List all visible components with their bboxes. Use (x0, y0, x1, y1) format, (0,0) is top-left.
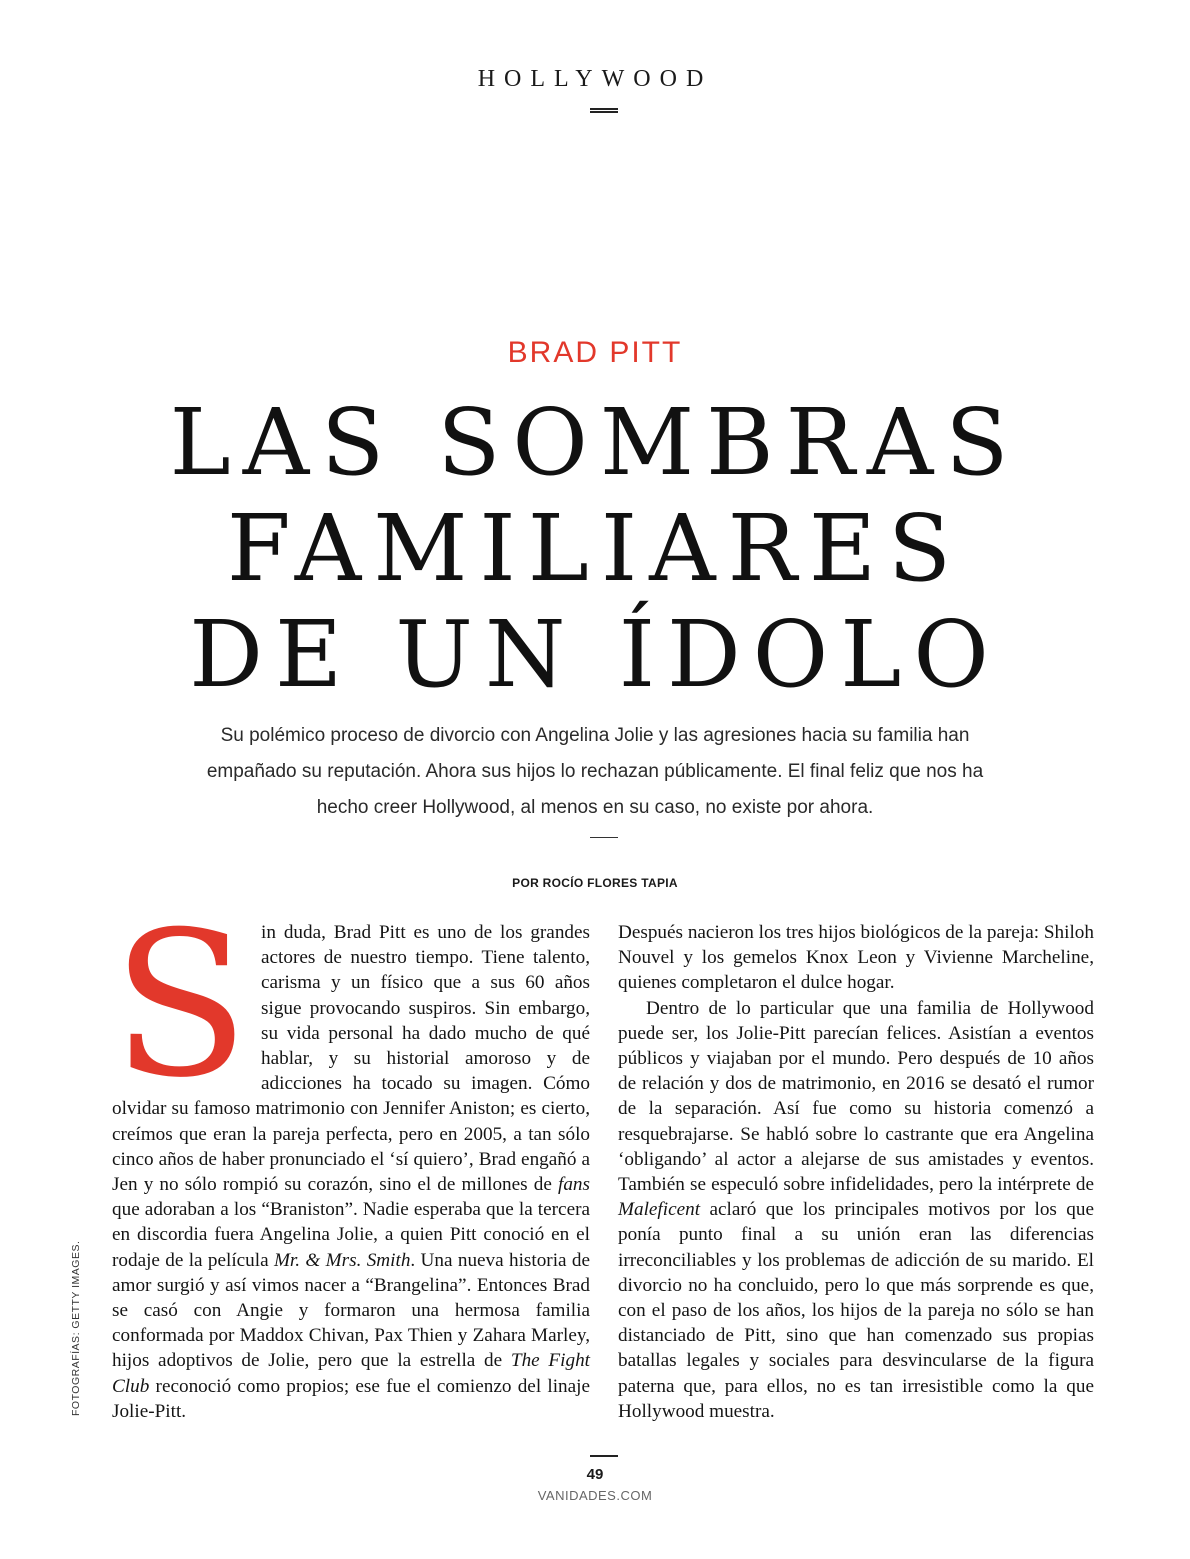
body-column-left (112, 889, 590, 1424)
body-paragraph: Después nacieron los tres hijos biológicos de la pareja: Shiloh Nouvel y los gemelos Knox Leon y Vivienne Marcheline, quienes completaron el dulce hogar. (618, 922, 1094, 994)
page-number: 49 (586, 1466, 604, 1483)
italic-term: fans (558, 1174, 590, 1196)
movie-title: Maleficent (618, 1199, 701, 1221)
body-column-right (618, 920, 1094, 1424)
drop-cap: S (112, 889, 250, 1122)
section-divider (590, 108, 618, 113)
photo-credit: FOTOGRAFÍAS: GETTY IMAGES. (70, 1240, 82, 1416)
article-byline: POR ROCÍO FLORES TAPIA (512, 876, 678, 890)
headline-line-1: LAS SOMBRAS (169, 389, 1021, 496)
article-dek: Su polémico proceso de divorcio con Angelina Jolie y las agresiones hacia su familia han empañado su reputación. Ahora sus hijos lo rechazan públicamente. El final feliz que nos ha hecho creer Hollywood, al menos en su caso, no existe por ahora. (206, 725, 984, 818)
movie-title: Mr. & Mrs. Smith (273, 1249, 411, 1271)
footer-divider (590, 1455, 618, 1457)
section-label: HOLLYWOOD (477, 66, 713, 92)
movie-title: The Fight Club (112, 1350, 590, 1397)
headline-line-2: FAMILIARES (226, 495, 964, 602)
body-paragraph: Sin duda, Brad Pitt es uno de los grandes actores de nuestro tiempo. Tiene talento, carisma y un físico que a sus 60 años sigue provocando suspiros. Sin embargo, su vida personal ha dado mucho de qué hablar, y su historial amoroso y de adicciones ha tocado su imagen. Cómo olvidar su famoso matrimonio con Jennifer Aniston; es cierto, creímos que eran la pareja perfecta, pero en 2005, a tan sólo cinco años de haber pronunciado el ‘sí quiero’, Brad engañó a Jen y no sólo rompió su corazón, sino el de millones de fans que adoraban a los “Braniston”. Nadie esperaba que la tercera en discordia fuera Angelina Jolie, a quien Pitt conoció en el rodaje de la película Mr. & Mrs. Smith. Una nueva historia de amor surgió y así vimos nacer a “Brangelina”. Entonces Brad se casó con Angie y formaron una hermosa familia conformada por Maddox Chivan, Pax Thien y Zahara Marley, hijos adoptivos de Jolie, pero que la estrella de The Fight Club reconoció como propios; ese fue el comienzo del linaje Jolie-Pitt. (112, 889, 590, 1422)
body-paragraph: Dentro de lo particular que una familia de Hollywood puede ser, los Jolie-Pitt parecían felices. Asistían a eventos públicos y viajaban por el mundo. Pero después de 10 años de relación y dos de matrimonio, en 2016 se desató el rumor de la separación. Así fue como su historia comenzó a resquebrajarse. Se habló sobre lo castrante que era Angelina ‘obligando’ al actor a alejarse de sus amistades y eventos. También se especuló sobre infidelidades, pero la intérprete de Maleficent aclaró que los principales motivos por los que ponía punto final a su unión eran las diferencias irreconciliables y los problemas de adicción de su marido. El divorcio no ha concluido, pero lo que más sorprende es que, con el paso de los años, los hijos de la pareja no sólo se han distanciado de Pitt, sino que han comenzado sus propias batallas legales y sociales para desvincularse de la figura paterna que, para ellos, no es tan irresistible como la que Hollywood muestra. (618, 997, 1094, 1422)
site-url: VANIDADES.COM (537, 1488, 653, 1503)
article-kicker: BRAD PITT (507, 336, 683, 369)
article-headline (0, 390, 1190, 708)
headline-line-3: DE UN ÍDOLO (189, 601, 1001, 708)
dek-divider (590, 837, 618, 838)
